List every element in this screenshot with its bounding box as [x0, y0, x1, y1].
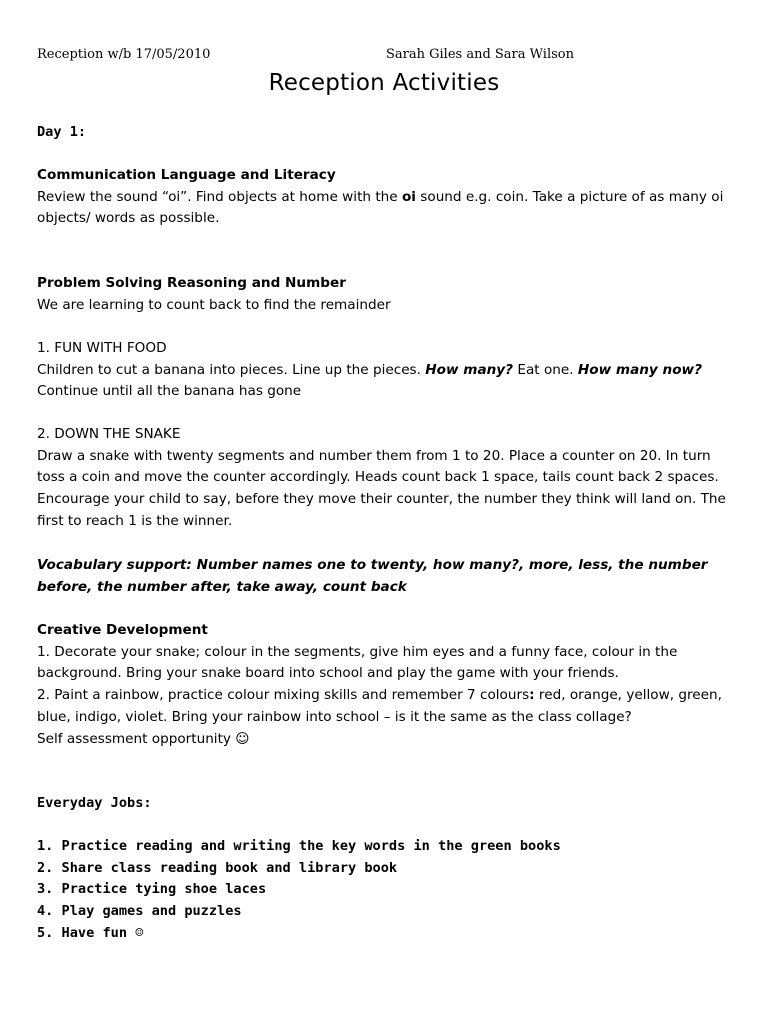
day-label-block: [37, 122, 737, 144]
activity1-q1: How many?: [425, 361, 514, 378]
list-item: 5. Have fun ☺: [37, 924, 144, 941]
cll-heading: Communication Language and Literacy: [37, 167, 336, 183]
activity1-q2: How many now?: [577, 361, 702, 378]
creative-item2-colon: :: [529, 687, 535, 704]
vocabulary-support: Vocabulary support: Number names one to twenty, how many?, more, less, the number before, the number after, take away, count back: [37, 557, 708, 595]
cll-text-before: Review the sound “oi”. Find objects at home with the: [37, 188, 402, 205]
vocabulary-block: [37, 555, 737, 598]
activity1-text1: Children to cut a banana into pieces. Line up the pieces.: [37, 361, 426, 378]
everyday-list: [37, 836, 737, 945]
page-title: Reception Activities: [268, 70, 500, 96]
psrn-intro: We are learning to count back to find the remainder: [37, 296, 391, 313]
activity2-text: Draw a snake with twenty segments and number them from 1 to 20. Place a counter on 20. In turn toss a coin and move the counter accordingly. Heads count back 1 space, tails count back 2 spaces. Encourage your child to say, before they move their counter, the number they think will land on. The first to reach 1 is the winner.: [37, 447, 726, 529]
activity1-text3: Continue until all the banana has gone: [37, 383, 302, 400]
activity1-title: 1. FUN WITH FOOD: [37, 340, 167, 356]
creative-item2-after: red, orange, yellow, green, blue, indigo, violet. Bring your rainbow into school – is it the same as the class collage?: [37, 687, 722, 725]
creative-section: [37, 620, 737, 750]
psrn-section: [37, 273, 737, 316]
day-label: Day 1:: [37, 124, 87, 140]
cll-text-after: sound e.g. coin. Take a picture of as many oi objects/ words as possible.: [37, 188, 724, 227]
activity-down-the-snake: [37, 424, 737, 533]
activity1-text2: Eat one.: [513, 361, 578, 378]
everyday-section: [37, 793, 737, 815]
activity1-text: [37, 360, 737, 382]
list-item: 3. Practice tying shoe laces: [37, 881, 267, 898]
everyday-jobs-list: [37, 836, 737, 945]
list-item: 2. Share class reading book and library book: [37, 859, 398, 876]
cll-bold-word: oi: [401, 188, 416, 205]
cll-section: [37, 165, 737, 230]
creative-item1: 1. Decorate your snake; colour in the segments, give him eyes and a funny face, colour in the background. Bring your snake board into school and play the game with your friends.: [37, 643, 678, 682]
creative-item2-before: 2. Paint a rainbow, practice colour mixing skills and remember 7 colours: [37, 687, 530, 704]
list-item: 4. Play games and puzzles: [37, 903, 242, 920]
creative-heading: Creative Development: [37, 622, 208, 638]
creative-item3: Self assessment opportunity ☺: [37, 730, 250, 747]
creative-item2: [37, 685, 737, 728]
list-item: 1. Practice reading and writing the key words in the green books: [37, 838, 561, 854]
cll-text: [37, 187, 737, 230]
activity-fun-with-food: [37, 338, 737, 403]
activity2-title: 2. DOWN THE SNAKE: [37, 426, 181, 442]
psrn-heading: Problem Solving Reasoning and Number: [37, 275, 346, 291]
header-teachers: Sarah Giles and Sara Wilson: [386, 47, 574, 62]
header-class-date: Reception w/b 17/05/2010: [37, 47, 211, 62]
everyday-heading: Everyday Jobs:: [37, 795, 152, 811]
